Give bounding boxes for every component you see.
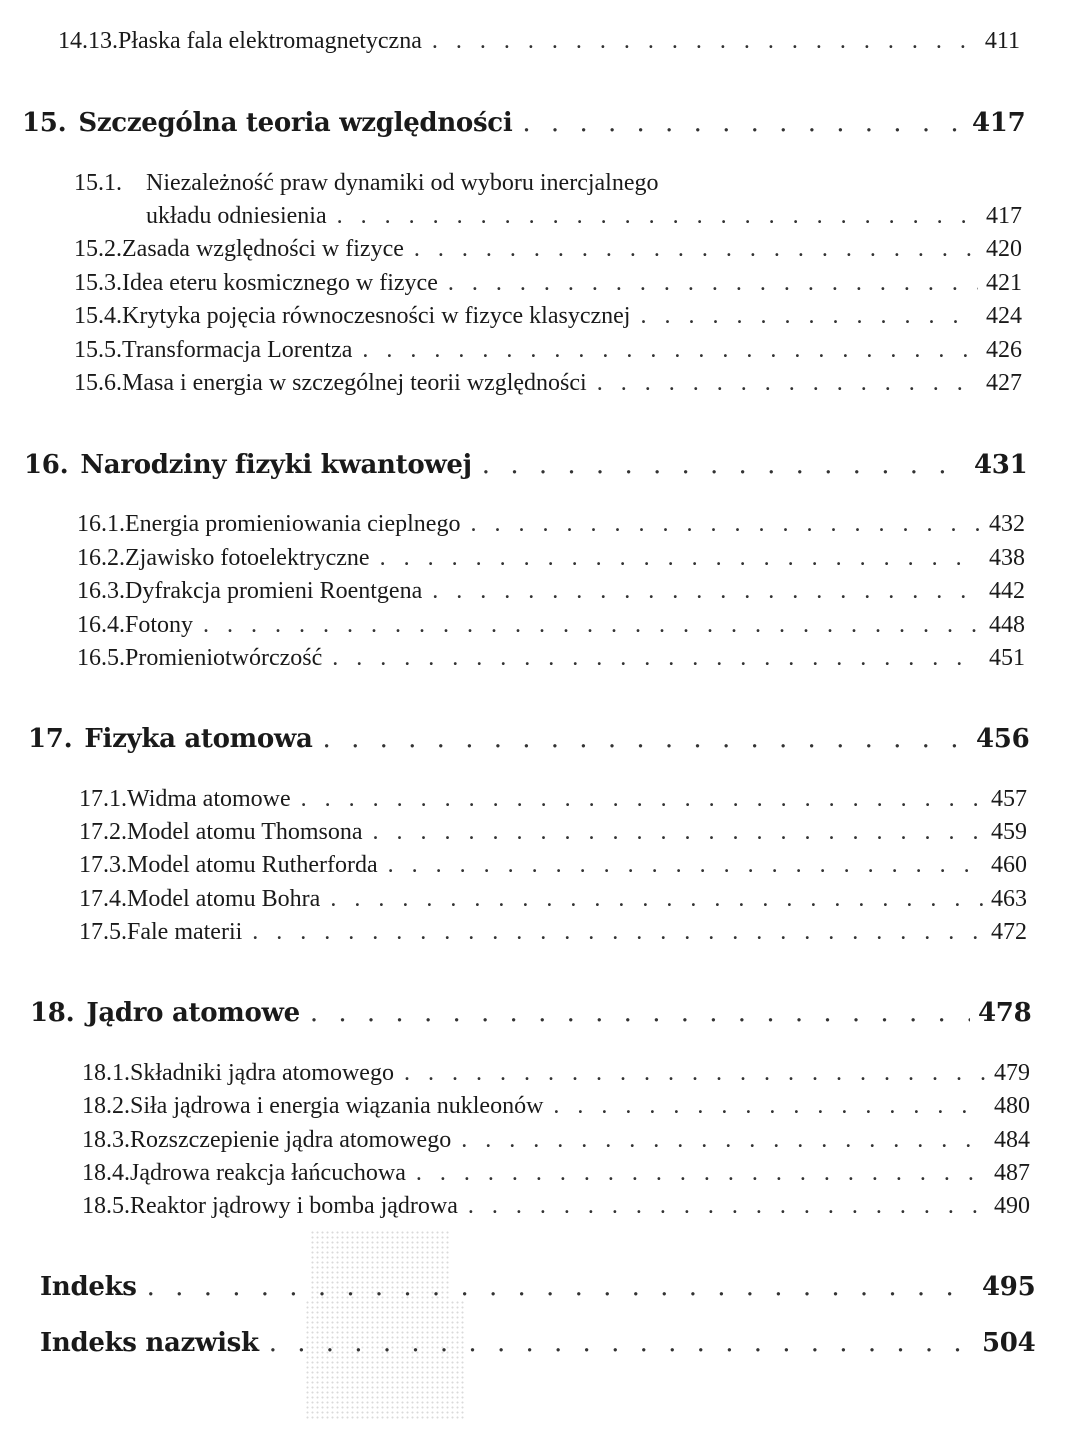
dot-leader xyxy=(337,203,978,230)
section-title: Niezależność praw dynamiki od wyboru inercjalnego xyxy=(146,170,659,196)
dot-leader xyxy=(362,337,978,364)
section-title: Fale materii xyxy=(127,919,243,945)
chapter-number: 17. xyxy=(28,724,73,754)
section-title: Transformacja Lorentza xyxy=(122,337,353,363)
page-number: 442 xyxy=(989,578,1025,604)
section-title: Jądrowa reakcja łańcuchowa xyxy=(130,1160,406,1186)
section-number: 15.6. xyxy=(74,370,122,396)
dot-leader xyxy=(380,545,981,572)
page-number: 504 xyxy=(982,1328,1036,1358)
page-number: 411 xyxy=(984,28,1020,54)
section-title: Krytyka pojęcia równoczesności w fizyce klasycznej xyxy=(122,303,631,329)
section-number: 15.2. xyxy=(74,236,122,262)
chapter-title: Narodziny fizyki kwantowej xyxy=(80,450,472,480)
dot-leader xyxy=(482,450,966,480)
section-number: 16.1. xyxy=(77,511,125,537)
dot-leader xyxy=(470,511,981,538)
section-number: 15.5. xyxy=(74,337,122,363)
chapter-number: 18. xyxy=(30,998,75,1028)
index-names-heading xyxy=(40,1328,1036,1358)
section-title: Idea eteru kosmicznego w fizyce xyxy=(122,270,438,296)
section-title: Siła jądrowa i energia wiązania nukleonów xyxy=(130,1093,544,1119)
toc-entry xyxy=(79,852,1027,879)
section-number: 16.4. xyxy=(77,612,125,638)
page-number: 420 xyxy=(986,236,1022,262)
section-number: 14.13. xyxy=(58,28,118,54)
dot-leader xyxy=(301,786,983,813)
page-number: 487 xyxy=(994,1160,1030,1186)
section-number: 18.4. xyxy=(82,1160,130,1186)
dot-leader xyxy=(404,1060,986,1087)
toc-entry xyxy=(77,578,1025,605)
toc-entry xyxy=(146,203,1022,230)
chapter-heading xyxy=(28,724,1030,754)
chapter-title: Szczególna teoria względności xyxy=(78,108,513,138)
dot-leader xyxy=(640,303,978,330)
toc-entry xyxy=(77,645,1025,672)
page-number: 495 xyxy=(982,1272,1036,1302)
dot-leader xyxy=(522,108,964,138)
section-number: 15.1. xyxy=(74,170,122,196)
section-title: Zjawisko fotoelektryczne xyxy=(125,545,370,571)
page-number: 438 xyxy=(989,545,1025,571)
dot-leader xyxy=(597,370,978,397)
chapter-heading xyxy=(22,108,1026,138)
section-number: 15.4. xyxy=(74,303,122,329)
index-heading xyxy=(40,1272,1036,1302)
toc-entry xyxy=(77,612,1025,639)
dot-leader xyxy=(414,236,978,263)
dot-leader xyxy=(416,1160,986,1187)
toc-entry xyxy=(79,819,1027,846)
page-number: 426 xyxy=(986,337,1022,363)
page-number: 421 xyxy=(986,270,1022,296)
section-title: Płaska fala elektromagnetyczna xyxy=(118,28,422,54)
page-number: 472 xyxy=(991,919,1027,945)
section-number: 17.3. xyxy=(79,852,127,878)
page-number: 480 xyxy=(994,1093,1030,1119)
toc-entry xyxy=(77,545,1025,572)
page-number: 478 xyxy=(978,998,1032,1028)
page-number: 457 xyxy=(991,786,1027,812)
index-names-title: Indeks nazwisk xyxy=(40,1328,259,1358)
chapter-title: Fizyka atomowa xyxy=(84,724,313,754)
toc-entry xyxy=(74,270,1022,297)
toc-entry xyxy=(74,303,1022,330)
toc-entry xyxy=(82,1127,1030,1154)
dot-leader xyxy=(388,852,983,879)
dot-leader xyxy=(332,645,981,672)
page-number: 424 xyxy=(986,303,1022,329)
section-number: 17.2. xyxy=(79,819,127,845)
toc-entry xyxy=(82,1193,1030,1220)
section-number: 18.1. xyxy=(82,1060,130,1086)
section-number: 17.4. xyxy=(79,886,127,912)
dot-leader xyxy=(147,1272,974,1302)
chapter-number: 15. xyxy=(22,108,67,138)
dot-leader xyxy=(203,612,981,639)
page-number: 427 xyxy=(986,370,1022,396)
section-title: Fotony xyxy=(125,612,194,638)
dot-leader xyxy=(373,819,983,846)
dot-leader xyxy=(330,886,983,913)
dot-leader xyxy=(269,1328,974,1358)
page-number: 448 xyxy=(989,612,1025,638)
section-number: 18.2. xyxy=(82,1093,130,1119)
section-number: 16.2. xyxy=(77,545,125,571)
toc-entry xyxy=(79,886,1027,913)
section-title: Masa i energia w szczególnej teorii względności xyxy=(122,370,587,396)
section-title: Składniki jądra atomowego xyxy=(130,1060,394,1086)
page-number: 490 xyxy=(994,1193,1030,1219)
page-number: 479 xyxy=(994,1060,1030,1086)
section-title: Energia promieniowania cieplnego xyxy=(125,511,461,537)
section-number: 18.5. xyxy=(82,1193,130,1219)
toc-entry xyxy=(82,1060,1030,1087)
dot-leader xyxy=(448,270,978,297)
dot-leader xyxy=(461,1127,986,1154)
page-number: 460 xyxy=(991,852,1027,878)
section-number: 17.5. xyxy=(79,919,127,945)
toc-entry xyxy=(79,786,1027,813)
section-title: Rozszczepienie jądra atomowego xyxy=(130,1127,452,1153)
page-number: 417 xyxy=(986,203,1022,229)
dot-leader xyxy=(310,998,970,1028)
page-number: 456 xyxy=(976,724,1030,754)
dot-leader xyxy=(468,1193,986,1220)
dot-leader xyxy=(252,919,983,946)
dot-leader xyxy=(432,28,977,55)
toc-entry xyxy=(82,1160,1030,1187)
toc-entry xyxy=(77,511,1025,538)
toc-entry xyxy=(74,236,1022,263)
chapter-heading xyxy=(30,998,1032,1028)
section-number: 16.3. xyxy=(77,578,125,604)
page-number: 431 xyxy=(974,450,1028,480)
dot-leader xyxy=(432,578,981,605)
section-title: Promieniotwórczość xyxy=(125,645,323,671)
dot-leader xyxy=(323,724,968,754)
index-title: Indeks xyxy=(40,1272,137,1302)
chapter-heading xyxy=(24,450,1028,480)
page-number: 463 xyxy=(991,886,1027,912)
chapter-number: 16. xyxy=(24,450,69,480)
toc-entry-first-line xyxy=(74,170,658,197)
section-title: Model atomu Bohra xyxy=(127,886,321,912)
section-title: Model atomu Thomsona xyxy=(127,819,363,845)
section-number: 17.1. xyxy=(79,786,127,812)
section-number: 16.5. xyxy=(77,645,125,671)
toc-entry xyxy=(74,370,1022,397)
page-number: 432 xyxy=(989,511,1025,537)
section-title: Model atomu Rutherforda xyxy=(127,852,378,878)
toc-entry xyxy=(82,1093,1030,1120)
toc-entry xyxy=(74,337,1022,364)
scan-noise xyxy=(305,1300,465,1420)
toc-entry xyxy=(58,28,1020,55)
chapter-title: Jądro atomowe xyxy=(86,998,300,1028)
section-title: układu odniesienia xyxy=(146,203,327,229)
section-title: Dyfrakcja promieni Roentgena xyxy=(125,578,423,604)
page-number: 451 xyxy=(989,645,1025,671)
page-number: 459 xyxy=(991,819,1027,845)
section-title: Reaktor jądrowy i bomba jądrowa xyxy=(130,1193,458,1219)
page-number: 484 xyxy=(994,1127,1030,1153)
section-title: Widma atomowe xyxy=(127,786,291,812)
section-number: 15.3. xyxy=(74,270,122,296)
section-title: Zasada względności w fizyce xyxy=(122,236,404,262)
section-number: 18.3. xyxy=(82,1127,130,1153)
toc-entry xyxy=(79,919,1027,946)
dot-leader xyxy=(553,1093,986,1120)
page-number: 417 xyxy=(972,108,1026,138)
